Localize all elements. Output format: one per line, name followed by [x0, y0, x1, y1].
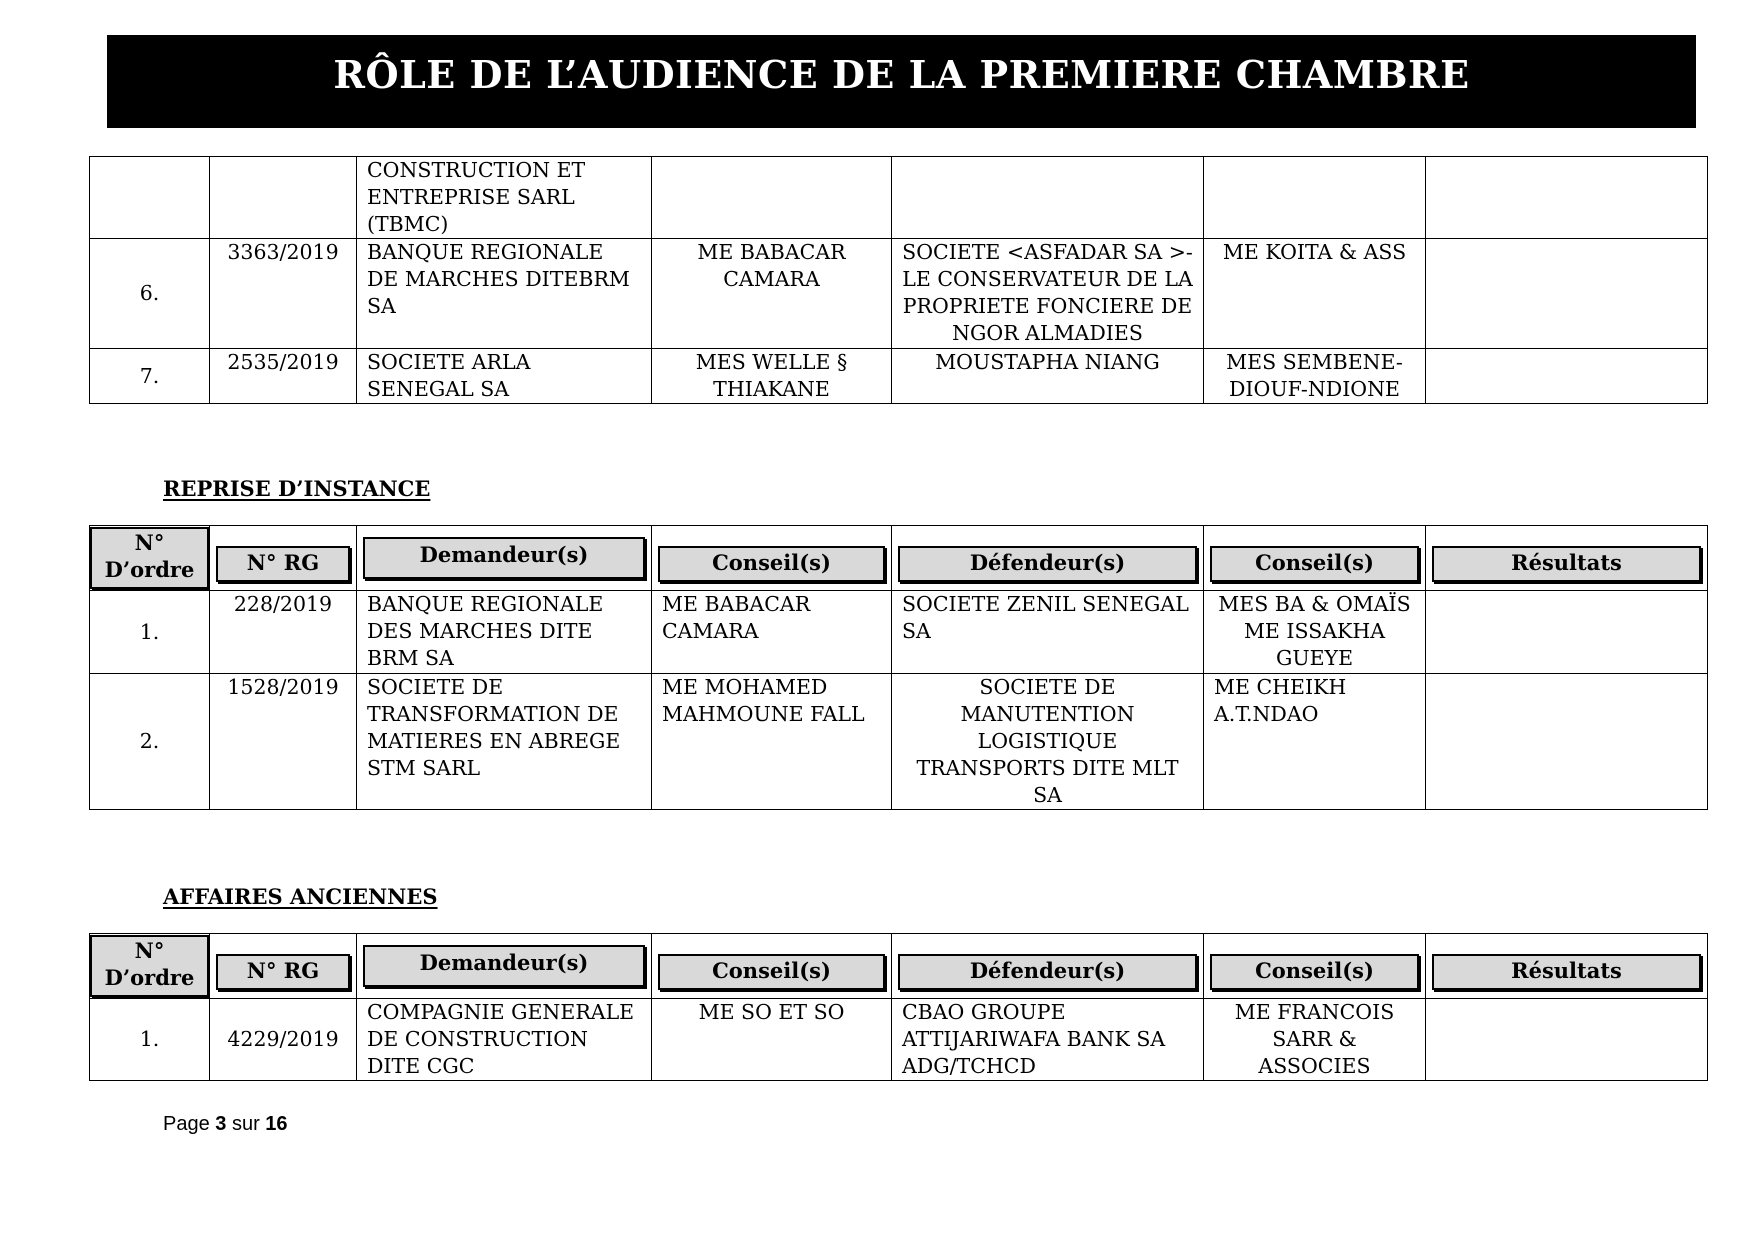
section-title-reprise: REPRISE D’INSTANCE — [163, 476, 431, 501]
demandeur-cell: SOCIETE ARLA SENEGAL SA — [357, 349, 652, 404]
table-row — [90, 999, 1708, 1081]
defendeur-cell — [892, 157, 1204, 239]
header-demandeur: Demandeur(s) — [363, 537, 645, 579]
footer-middle: sur — [226, 1113, 266, 1135]
order-cell: 6. — [90, 239, 210, 349]
header-conseil-defendeur: Conseil(s) — [1210, 546, 1419, 582]
hearing-table-continued — [89, 156, 1708, 404]
header-demandeur-cell — [357, 526, 652, 591]
conseil-defendeur-cell: ME FRANCOIS SARR & ASSOCIES — [1204, 999, 1426, 1081]
header-rg-cell — [210, 934, 357, 999]
header-defendeur-cell — [892, 934, 1204, 999]
footer-current-page: 3 — [215, 1113, 227, 1135]
header-conseil: Conseil(s) — [658, 546, 885, 582]
header-resultats-cell — [1426, 934, 1708, 999]
resultats-cell — [1426, 239, 1708, 349]
section-title-anciennes: AFFAIRES ANCIENNES — [163, 884, 438, 909]
conseil-cell: ME SO ET SO — [652, 999, 892, 1081]
conseil-cell: MES WELLE § THIAKANE — [652, 349, 892, 404]
demandeur-cell: CONSTRUCTION ET ENTREPRISE SARL (TBMC) — [357, 157, 652, 239]
rg-cell: 228/2019 — [210, 591, 357, 674]
table-row — [90, 157, 1708, 239]
conseil-cell: ME BABACAR CAMARA — [652, 591, 892, 674]
table-row — [90, 674, 1708, 810]
rg-cell: 1528/2019 — [210, 674, 357, 810]
title-banner — [107, 35, 1696, 128]
table-header-row — [90, 526, 1708, 591]
header-conseil-cell — [652, 526, 892, 591]
defendeur-cell: CBAO GROUPE ATTIJARIWAFA BANK SA ADG/TCHCD — [892, 999, 1204, 1081]
header-rg: N° RG — [216, 954, 350, 990]
header-defendeur: Défendeur(s) — [898, 546, 1197, 582]
header-resultats: Résultats — [1432, 954, 1701, 990]
conseil-cell: ME MOHAMED MAHMOUNE FALL — [652, 674, 892, 810]
order-cell: 1. — [90, 999, 210, 1081]
hearing-table-anciennes — [89, 933, 1708, 1081]
header-resultats: Résultats — [1432, 546, 1701, 582]
header-resultats-cell — [1426, 526, 1708, 591]
hearing-table-reprise — [89, 525, 1708, 810]
header-order: N° D’ordre — [90, 527, 209, 589]
demandeur-cell: SOCIETE DE TRANSFORMATION DE MATIERES EN ABREGE STM SARL — [357, 674, 652, 810]
header-conseil-defendeur-cell — [1204, 526, 1426, 591]
header-defendeur: Défendeur(s) — [898, 954, 1197, 990]
table-row — [90, 349, 1708, 404]
conseil-defendeur-cell: ME CHEIKH A.T.NDAO — [1204, 674, 1426, 810]
demandeur-cell: BANQUE REGIONALE DE MARCHES DITEBRM SA — [357, 239, 652, 349]
header-conseil: Conseil(s) — [658, 954, 885, 990]
order-cell: 7. — [90, 349, 210, 404]
resultats-cell — [1426, 674, 1708, 810]
conseil-defendeur-cell: MES SEMBENE-DIOUF-NDIONE — [1204, 349, 1426, 404]
demandeur-cell: COMPAGNIE GENERALE DE CONSTRUCTION DITE CGC — [357, 999, 652, 1081]
conseil-cell — [652, 157, 892, 239]
page-footer — [163, 1113, 288, 1136]
defendeur-cell: MOUSTAPHA NIANG — [892, 349, 1204, 404]
table-row — [90, 591, 1708, 674]
rg-cell — [210, 157, 357, 239]
footer-prefix: Page — [163, 1113, 216, 1135]
header-demandeur: Demandeur(s) — [363, 945, 645, 987]
rg-cell: 2535/2019 — [210, 349, 357, 404]
defendeur-cell: SOCIETE <ASFADAR SA >-LE CONSERVATEUR DE LA PROPRIETE FONCIERE DE NGOR ALMADIES — [892, 239, 1204, 349]
header-rg-cell — [210, 526, 357, 591]
resultats-cell — [1426, 999, 1708, 1081]
resultats-cell — [1426, 349, 1708, 404]
table-row — [90, 239, 1708, 349]
order-cell: 1. — [90, 591, 210, 674]
header-order-cell — [90, 526, 210, 591]
order-cell: 2. — [90, 674, 210, 810]
header-order-cell — [90, 934, 210, 999]
conseil-cell: ME BABACAR CAMARA — [652, 239, 892, 349]
order-cell — [90, 157, 210, 239]
conseil-defendeur-cell — [1204, 157, 1426, 239]
demandeur-cell: BANQUE REGIONALE DES MARCHES DITE BRM SA — [357, 591, 652, 674]
header-conseil-defendeur-cell — [1204, 934, 1426, 999]
header-defendeur-cell — [892, 526, 1204, 591]
table-header-row — [90, 934, 1708, 999]
header-conseil-defendeur: Conseil(s) — [1210, 954, 1419, 990]
header-rg: N° RG — [216, 546, 350, 582]
rg-cell: 3363/2019 — [210, 239, 357, 349]
defendeur-cell: SOCIETE ZENIL SENEGAL SA — [892, 591, 1204, 674]
conseil-defendeur-cell: MES BA & OMAÏS ME ISSAKHA GUEYE — [1204, 591, 1426, 674]
conseil-defendeur-cell: ME KOITA & ASS — [1204, 239, 1426, 349]
footer-total-pages: 16 — [265, 1113, 288, 1135]
header-conseil-cell — [652, 934, 892, 999]
defendeur-cell: SOCIETE DE MANUTENTION LOGISTIQUE TRANSPORTS DITE MLT SA — [892, 674, 1204, 810]
resultats-cell — [1426, 591, 1708, 674]
header-demandeur-cell — [357, 934, 652, 999]
page-title: RÔLE DE L’AUDIENCE DE LA PREMIERE CHAMBRE — [333, 52, 1470, 97]
rg-cell: 4229/2019 — [210, 999, 357, 1081]
header-order: N° D’ordre — [90, 935, 209, 997]
resultats-cell — [1426, 157, 1708, 239]
